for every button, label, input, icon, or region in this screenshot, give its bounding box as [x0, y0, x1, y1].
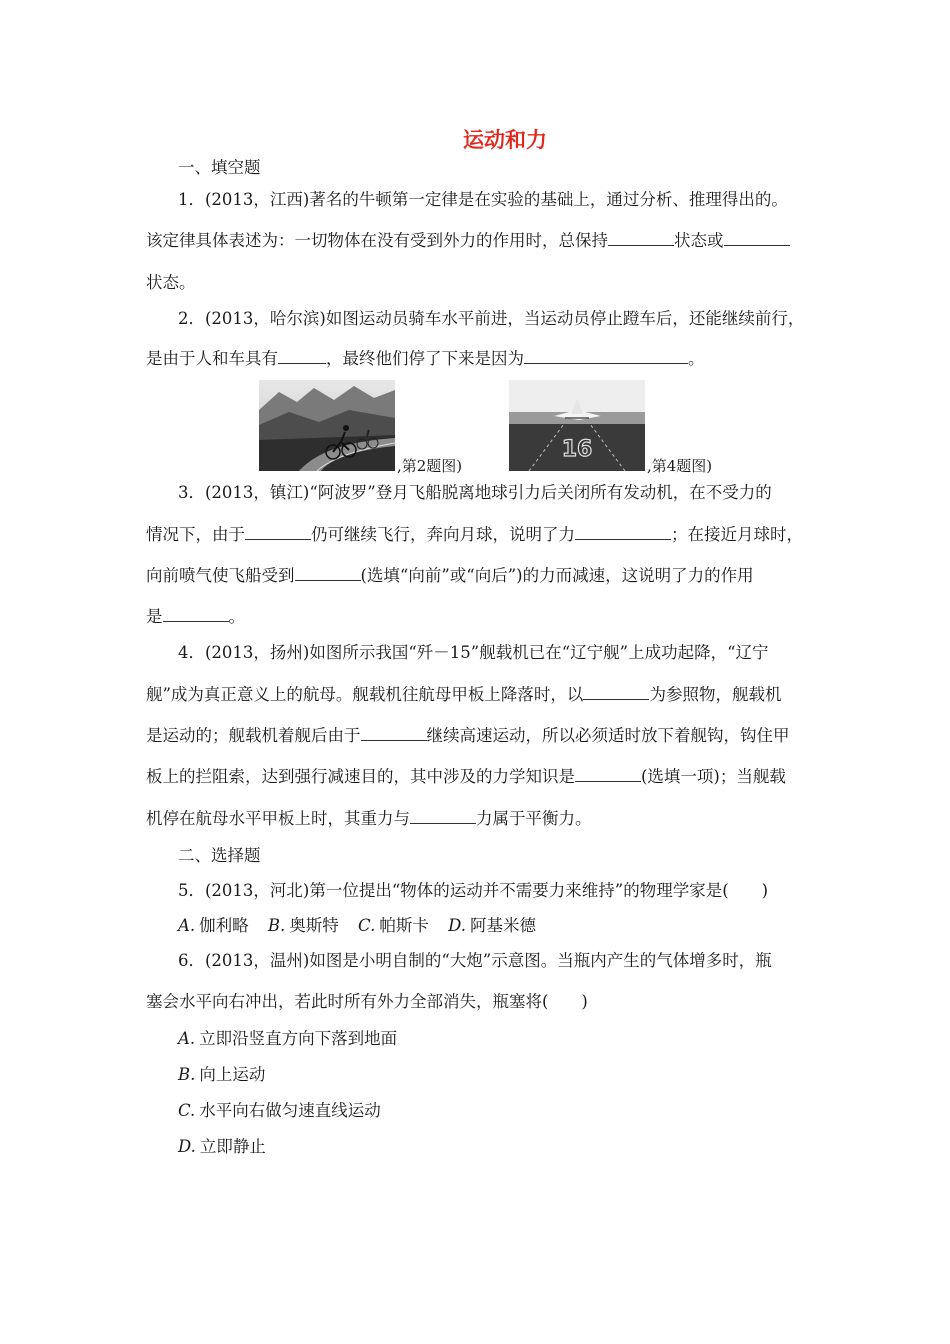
option-text: 立即静止	[199, 1137, 266, 1156]
q5-option-a[interactable]	[178, 916, 249, 935]
q3-text: 。	[228, 607, 245, 626]
q3-text: 仍可继续飞行，奔向月球，说明了力	[311, 525, 575, 544]
q3-text: 情况下，由于	[146, 525, 245, 544]
q2-line-1: 2．(2013，哈尔滨)如图运动员骑车水平前进，当运动员停止蹬车后，还能继续前行，	[178, 309, 805, 328]
q4-text: 继续高速运动，所以必须适时放下着舰钩，钩住甲	[426, 726, 790, 745]
option-text: 奥斯特	[289, 916, 339, 935]
q4-line-5	[146, 808, 592, 830]
q1-line-3: 状态。	[146, 273, 196, 292]
q1-line-2	[146, 230, 790, 252]
q6-option-a[interactable]	[178, 1028, 397, 1050]
section-heading-fill-in: 一、填空题	[178, 158, 261, 177]
q3-line-2	[146, 524, 803, 546]
q2-text: ，最终他们停了下来是因为	[326, 349, 524, 368]
deck-number: 16	[561, 437, 593, 462]
q5-option-c[interactable]	[358, 916, 429, 935]
q3-line-3	[146, 565, 754, 587]
answer-blank[interactable]	[410, 809, 476, 824]
answer-blank[interactable]	[524, 349, 688, 364]
q2-text: 。	[688, 349, 705, 368]
answer-blank[interactable]	[608, 231, 674, 246]
answer-blank[interactable]	[361, 726, 427, 741]
option-letter: B.	[267, 916, 286, 935]
q3-text: (选填“向前”或“向后”)的力而减速，这说明了力的作用	[360, 566, 754, 585]
answer-blank[interactable]	[583, 685, 649, 700]
q4-text: 板上的拦阻索，达到强行减速目的，其中涉及的力学知识是	[146, 767, 575, 786]
option-text: 向上运动	[199, 1065, 266, 1084]
answer-blank[interactable]	[575, 525, 671, 540]
option-letter: B.	[178, 1065, 196, 1084]
q1-line-1: 1．(2013，江西)著名的牛顿第一定律是在实验的基础上，通过分析、推理得出的。	[178, 190, 788, 209]
answer-blank[interactable]	[278, 349, 326, 364]
figure-carrier-photo	[509, 380, 645, 471]
option-text: 水平向右做匀速直线运动	[199, 1101, 381, 1120]
figure-cyclist-photo	[259, 380, 395, 471]
q4-text: 是运动的；舰载机着舰后由于	[146, 726, 361, 745]
option-letter: A.	[178, 1029, 196, 1048]
option-letter: C.	[358, 916, 376, 935]
carrier-jet-illustration	[509, 380, 645, 471]
answer-blank[interactable]	[245, 525, 311, 540]
q4-line-2	[146, 684, 781, 706]
q4-text: 为参照物，舰载机	[649, 685, 782, 704]
q6-line-1: 6．(2013，温州)如图是小明自制的“大炮”示意图。当瓶内产生的气体增多时，瓶	[178, 951, 772, 970]
q6-option-c[interactable]	[178, 1100, 381, 1122]
answer-blank[interactable]	[295, 566, 361, 581]
q4-text: (选填一项)；当舰载	[641, 767, 786, 786]
q1-text: 该定律具体表述为：一切物体在没有受到外力的作用时，总保持	[146, 231, 608, 250]
q4-line-3	[146, 725, 790, 747]
figure-4-caption: ,第4题图)	[647, 457, 713, 475]
page-title: 运动和力	[463, 128, 547, 152]
figure-2-caption: ,第2题图)	[397, 457, 463, 475]
answer-blank[interactable]	[163, 607, 229, 622]
option-text: 帕斯卡	[379, 916, 429, 935]
q5-option-b[interactable]	[268, 916, 339, 935]
q5-option-d[interactable]	[448, 916, 536, 935]
q2-line-2	[146, 348, 705, 370]
q4-text: 舰”成为真正意义上的航母。舰载机往航母甲板上降落时，以	[146, 685, 584, 704]
option-letter: A.	[178, 916, 196, 935]
option-text: 阿基米德	[469, 916, 536, 935]
option-text: 伽利略	[199, 916, 249, 935]
q3-text: 向前喷气使飞船受到	[146, 566, 295, 585]
answer-blank[interactable]	[575, 767, 641, 782]
option-letter: D.	[448, 916, 466, 935]
q3-text: ；在接近月球时，	[671, 525, 803, 544]
q1-text: 状态或	[674, 231, 724, 250]
q5-options	[178, 915, 536, 937]
option-letter: C.	[178, 1101, 196, 1120]
q4-text: 力属于平衡力。	[476, 809, 592, 828]
section-heading-choice: 二、选择题	[178, 846, 261, 865]
cyclist-illustration	[259, 380, 395, 471]
option-letter: D.	[178, 1137, 196, 1156]
option-text: 立即沿竖直方向下落到地面	[199, 1029, 398, 1048]
q3-line-4	[146, 606, 245, 628]
answer-blank[interactable]	[724, 231, 790, 246]
q3-text: 是	[146, 607, 163, 626]
q6-option-b[interactable]	[178, 1064, 265, 1086]
q4-line-4	[146, 766, 786, 788]
q2-text: 是由于人和车具有	[146, 349, 278, 368]
q6-option-d[interactable]	[178, 1136, 266, 1158]
q5-stem: 5．(2013，河北)第一位提出“物体的运动并不需要力来维持”的物理学家是( )	[178, 881, 769, 900]
q4-text: 机停在航母水平甲板上时，其重力与	[146, 809, 410, 828]
q4-line-1: 4．(2013，扬州)如图所示我国“歼－15”舰载机已在“辽宁舰”上成功起降，“辽宁	[178, 643, 769, 662]
q6-line-2: 塞会水平向右冲出，若此时所有外力全部消失，瓶塞将( )	[146, 992, 588, 1011]
q3-line-1: 3．(2013，镇江)“阿波罗”登月飞船脱离地球引力后关闭所有发动机，在不受力的	[178, 483, 772, 502]
